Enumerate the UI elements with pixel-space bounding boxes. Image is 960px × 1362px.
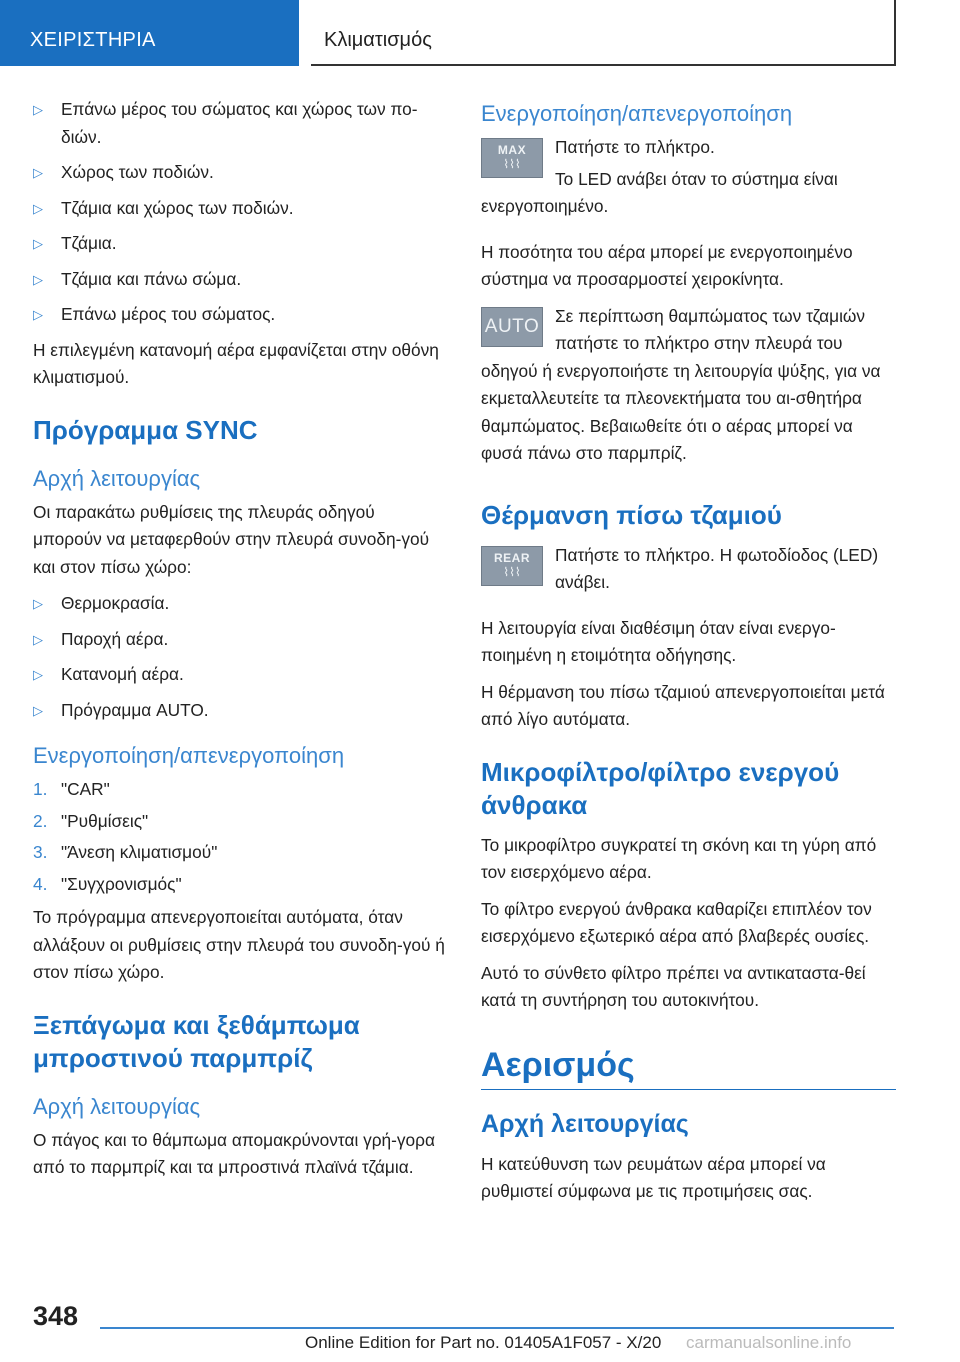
- page-header: [0, 0, 960, 66]
- section-tab: [0, 0, 299, 66]
- footer-divider: [100, 1327, 894, 1329]
- max-button-block: [481, 134, 896, 230]
- list-item: ▷ Τζάμια.: [33, 230, 448, 258]
- list-item: ▷ Επάνω μέρος του σώματος.: [33, 301, 448, 329]
- triangle-bullet-icon: ▷: [33, 307, 43, 322]
- max-defrost-button-icon: MAX ⌇⌇⌇: [481, 138, 543, 178]
- edition-note: Online Edition for Part no. 01405A1F057 - X/20: [305, 1333, 662, 1352]
- section-title: ΧΕΙΡΙΣΤΗΡΙΑ: [30, 29, 156, 51]
- right-column: [481, 100, 896, 1215]
- activation-steps: [33, 776, 448, 898]
- subheading-activation: Ενεργοποίηση/απενεργοποίηση: [481, 101, 793, 126]
- step-item: 1. "CAR": [33, 779, 110, 799]
- page-number: 348: [33, 1301, 79, 1331]
- list-item: ▷ Επάνω μέρος του σώματος και χώρος των πο- διών.: [33, 96, 448, 151]
- list-item: ▷ Κατανομή αέρα.: [33, 661, 448, 689]
- triangle-bullet-icon: ▷: [33, 596, 43, 611]
- heading-filter: Μικροφίλτρο/φίλτρο ενεργού άνθρακα: [481, 756, 840, 820]
- rear-defrost-button-icon: REAR ⌇⌇⌇: [481, 546, 543, 586]
- list-item: ▷ Πρόγραμμα AUTO.: [33, 697, 448, 725]
- triangle-bullet-icon: ▷: [33, 631, 43, 647]
- step-item: 3. "Άνεση κλιματισμού": [33, 842, 218, 862]
- body-paragraph: Η θέρμανση του πίσω τζαμιού απενεργοποιείται μετά από λίγο αυτόματα.: [481, 681, 885, 729]
- list-item: ▷ Παροχή αέρα.: [33, 626, 448, 654]
- body-paragraph: Αυτό το σύνθετο φίλτρο πρέπει να αντικαταστα-θεί κατά τη συντήρηση του αυτοκινήτου.: [481, 962, 866, 1010]
- left-column: [33, 96, 448, 1191]
- body-paragraph: Σε περίπτωση θαμπώματος των τζαμιών πατήστε το πλήκτρο στην πλευρά του οδηγού ή ενεργοποιήστε τη λειτουργία ψύξης, για να εκμεταλλευτείτε τα πλεονεκτήματα του αι-σθητήρα θαμπώματος. Βεβαιωθείτε ότι ο αέρας μπορεί να φυσά πάνω στο παρμπρίζ.: [481, 305, 881, 463]
- body-paragraph: Η κατεύθυνση των ρευμάτων αέρα μπορεί να ρυθμιστεί σύμφωνα με τις προτιμήσεις σας.: [481, 1153, 826, 1201]
- triangle-bullet-icon: ▷: [33, 102, 43, 117]
- heat-waves-icon: ⌇⌇⌇: [503, 157, 521, 171]
- body-paragraph: Το LED ανάβει όταν το σύστημα είναι ενεργοποιημένο.: [481, 168, 838, 216]
- list-item: ▷ Χώρος των ποδιών.: [33, 159, 448, 187]
- body-paragraph: Το μικροφίλτρο συγκρατεί τη σκόνη και τη γύρη από τον εισερχόμενο αέρα.: [481, 834, 877, 882]
- triangle-bullet-icon: ▷: [33, 165, 43, 180]
- body-paragraph: Πατήστε το πλήκτρο. Η φωτοδίοδος (LED) ανάβει.: [555, 544, 879, 592]
- subheading-principle: Αρχή λειτουργίας: [33, 1093, 201, 1119]
- rear-button-block: [481, 542, 896, 606]
- list-item: ▷ Τζάμια και πάνω σώμα.: [33, 266, 448, 294]
- triangle-bullet-icon: ▷: [33, 236, 43, 251]
- triangle-bullet-icon: ▷: [33, 702, 43, 718]
- body-paragraph: Πατήστε το πλήκτρο.: [555, 137, 715, 157]
- heat-waves-icon: ⌇⌇⌇: [503, 564, 521, 579]
- body-paragraph: Η ποσότητα του αέρα μπορεί με ενεργοποιημένο σύστημα να προσαρμοστεί χειροκίνητα.: [481, 241, 853, 289]
- list-item: ▷ Θερμοκρασία.: [33, 590, 448, 618]
- heading-defrost: Ξεπάγωμα και ξεθάμπωμα μπροστινού παρμπρίζ: [33, 1009, 360, 1073]
- heading-sync: Πρόγραμμα SYNC: [33, 414, 258, 445]
- body-paragraph: Το πρόγραμμα απενεργοποιείται αυτόματα, όταν αλλάξουν οι ρυθμίσεις στην πλευρά του συνοδη-γού ή στον πίσω χώρο.: [33, 907, 445, 982]
- subheading-principle: Αρχή λειτουργίας: [33, 465, 201, 491]
- auto-button-icon: AUTO: [481, 307, 543, 347]
- list-item: ▷ Τζάμια και χώρος των ποδιών.: [33, 195, 448, 223]
- body-paragraph: Η λειτουργία είναι διαθέσιμη όταν είναι ενεργο-ποιημένη η ετοιμότητα οδήγησης.: [481, 617, 836, 665]
- triangle-bullet-icon: ▷: [33, 667, 43, 682]
- heading-rear-window: Θέρμανση πίσω τζαμιού: [481, 499, 782, 530]
- body-paragraph: Η επιλεγμένη κατανομή αέρα εμφανίζεται στην οθόνη κλιματισμού.: [33, 339, 439, 387]
- air-distribution-list: [33, 96, 448, 329]
- watermark: carmanualsonline.info: [686, 1333, 852, 1352]
- step-item: 2. "Ρυθμίσεις": [33, 810, 149, 831]
- body-paragraph: Το φίλτρο ενεργού άνθρακα καθαρίζει επιπλέον τον εισερχόμενο εξωτερικό αέρα από βλαβερές ουσίες.: [481, 898, 872, 946]
- heading-ventilation: Αερισμός: [481, 1045, 896, 1090]
- subheading-activation: Ενεργοποίηση/απενεργοποίηση: [33, 743, 345, 768]
- chapter-title: Κλιματισμός: [324, 29, 432, 51]
- subheading-principle: Αρχή λειτουργίας: [481, 1109, 689, 1138]
- sync-settings-list: [33, 590, 448, 724]
- body-paragraph: Οι παρακάτω ρυθμίσεις της πλευράς οδηγού μπορούν να μεταφερθούν στην πλευρά συνοδη-γού και στον πίσω χώρο:: [33, 501, 430, 577]
- triangle-bullet-icon: ▷: [33, 271, 43, 287]
- chapter-tab: [311, 0, 896, 66]
- body-paragraph: Ο πάγος και το θάμπωμα απομακρύνονται γρή-γορα από το παρμπρίζ και τα μπροστινά πλαϊνά τζάμια.: [33, 1129, 435, 1177]
- step-item: 4. "Συγχρονισμός": [33, 873, 182, 894]
- triangle-bullet-icon: ▷: [33, 200, 43, 216]
- auto-button-block: [481, 303, 896, 477]
